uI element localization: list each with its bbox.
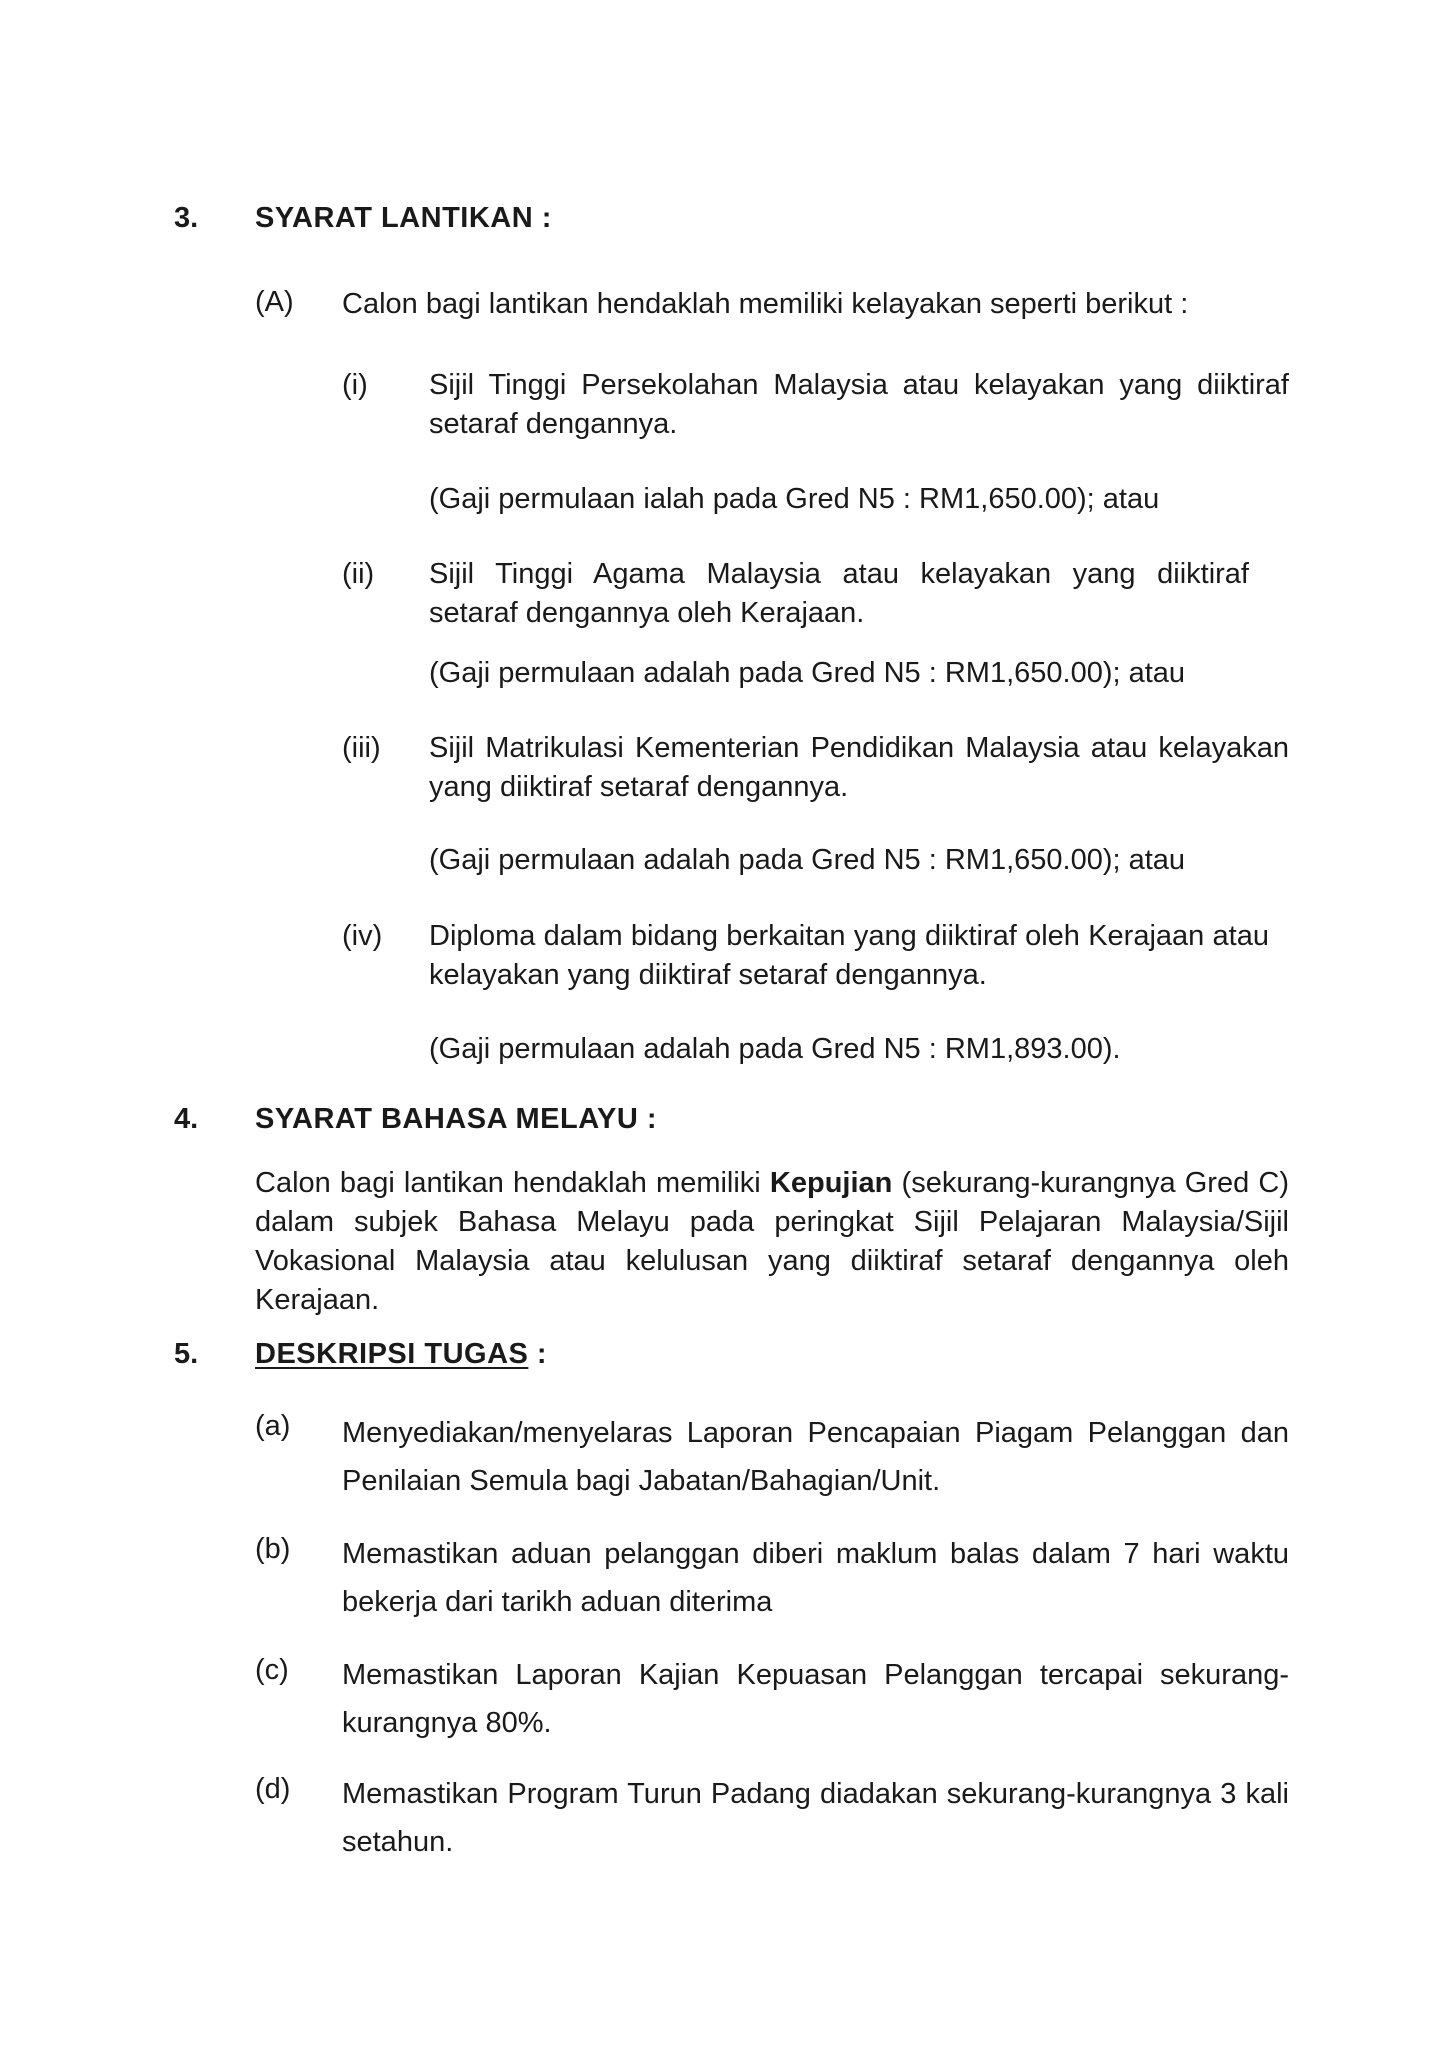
section-4-paragraph <box>255 1164 1289 1320</box>
item-iii-marker: (iii) <box>342 732 381 764</box>
item-i-salary: (Gaji permulaan ialah pada Gred N5 : RM1,650.00); atau <box>429 483 1160 515</box>
item-ii-marker: (ii) <box>342 558 375 590</box>
item-i-marker: (i) <box>342 369 368 401</box>
item-ii-salary: (Gaji permulaan adalah pada Gred N5 : RM1,650.00); atau <box>429 657 1186 689</box>
task-b-text: Memastikan aduan pelanggan diberi maklum balas dalam 7 hari waktu bekerja dari tarikh aduan diterima <box>342 1538 1289 1618</box>
item-iii-salary: (Gaji permulaan adalah pada Gred N5 : RM1,650.00); atau <box>429 844 1186 876</box>
task-c-text: Memastikan Laporan Kajian Kepuasan Pelanggan tercapai sekurang-kurangnya 80%. <box>342 1659 1289 1739</box>
task-a-text: Menyediakan/menyelaras Laporan Pencapaian Piagam Pelanggan dan Penilaian Semula bagi Jabatan/Bahagian/Unit. <box>342 1417 1289 1497</box>
section-4-text-before: Calon bagi lantikan hendaklah memiliki <box>255 1167 770 1199</box>
section-3-a-text: Calon bagi lantikan hendaklah memiliki kelayakan seperti berikut : <box>342 288 1189 320</box>
task-d-text: Memastikan Program Turun Padang diadakan sekurang-kurangnya 3 kali setahun. <box>342 1778 1289 1858</box>
task-c-marker: (c) <box>255 1654 289 1686</box>
section-3-a-marker: (A) <box>255 286 294 318</box>
item-iii-text: Sijil Matrikulasi Kementerian Pendidikan Malaysia atau kelayakan yang diiktiraf setaraf dengannya. <box>429 732 1289 803</box>
item-iv-text: Diploma dalam bidang berkaitan yang diiktiraf oleh Kerajaan atau kelayakan yang diiktiraf setaraf dengannya. <box>429 920 1269 991</box>
task-b-marker: (b) <box>255 1533 291 1565</box>
item-ii-text: Sijil Tinggi Agama Malaysia atau kelayakan yang diiktiraf setaraf dengannya oleh Kerajaan. <box>429 558 1249 629</box>
item-iv-marker: (iv) <box>342 920 383 952</box>
section-5-title: DESKRIPSI TUGAS <box>255 1338 529 1370</box>
section-4-title: SYARAT BAHASA MELAYU : <box>255 1103 658 1135</box>
item-i-text: Sijil Tinggi Persekolahan Malaysia atau kelayakan yang diiktiraf setaraf dengannya. <box>429 369 1289 440</box>
section-5-number: 5. <box>174 1338 199 1370</box>
section-5-title-wrap <box>255 1335 547 1374</box>
section-3-number: 3. <box>174 202 199 234</box>
section-5-title-suffix: : <box>528 1338 548 1370</box>
task-a-marker: (a) <box>255 1410 291 1442</box>
item-iv-salary: (Gaji permulaan adalah pada Gred N5 : RM1,893.00). <box>429 1033 1121 1065</box>
section-4-number: 4. <box>174 1103 199 1135</box>
task-d-marker: (d) <box>255 1773 291 1805</box>
section-3-title: SYARAT LANTIKAN : <box>255 202 552 234</box>
section-4-text-bold: Kepujian <box>769 1167 893 1199</box>
section-4-text-after: (sekurang-kurangnya Gred C) dalam subjek Bahasa Melayu pada peringkat Sijil Pelajaran Malaysia/Sijil Vokasional Malaysia atau kelulusan yang diiktiraf setaraf dengannya oleh Kerajaan. <box>255 1167 1289 1316</box>
